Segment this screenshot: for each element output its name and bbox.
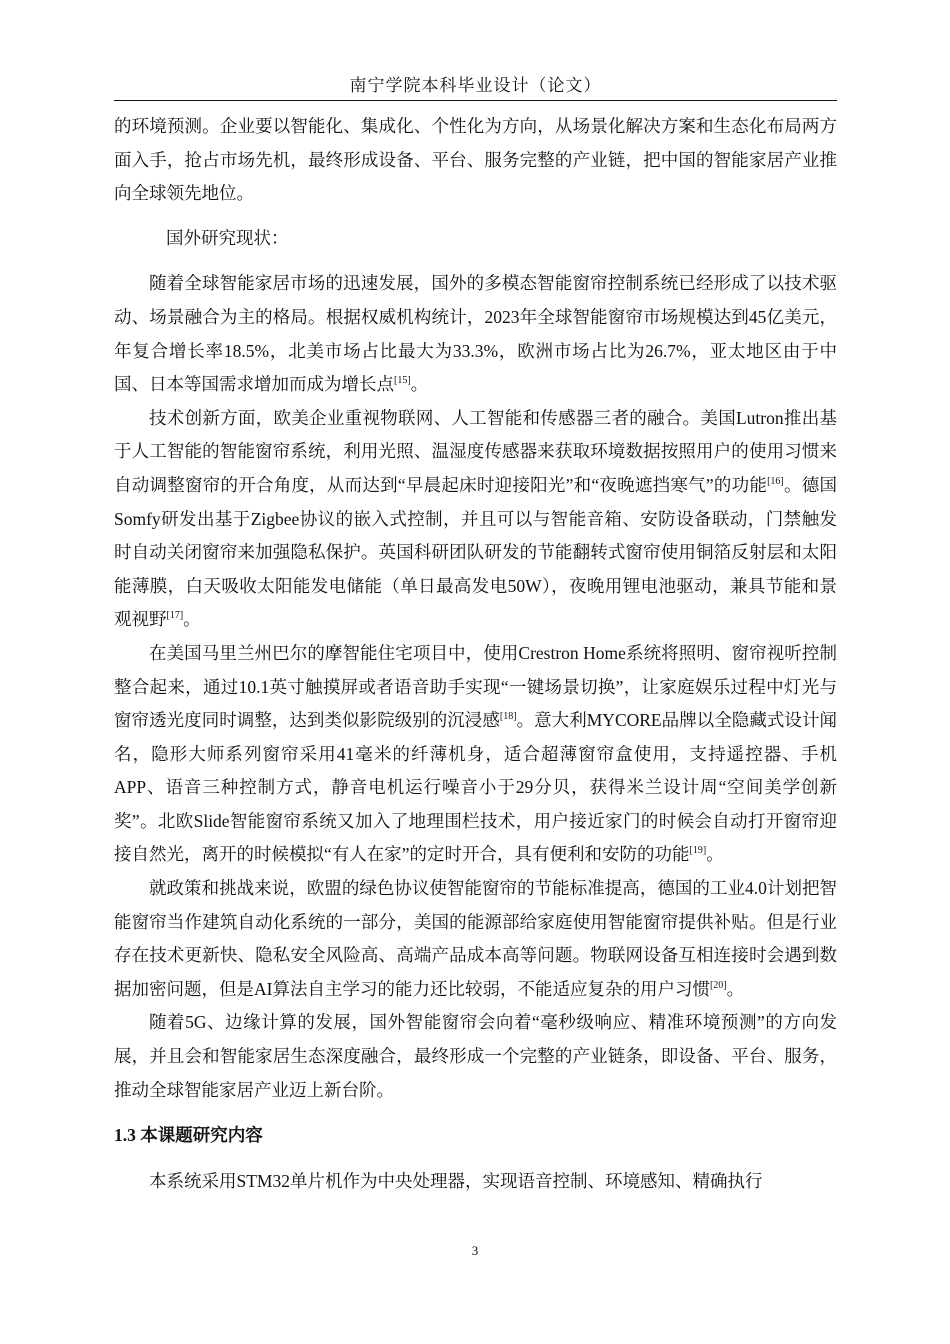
- paragraph-text: 就政策和挑战来说，欧盟的绿色协议使智能窗帘的节能标准提高，德国的工业4.0计划把智能窗帘当作建筑自动化系统的一部分，美国的能源部给家庭使用智能窗帘提供补贴。但是行业存在技术更新快、隐私安全风险高、高端产品成本高等问题。物联网设备互相连接时会遇到数据加密问题，但是AI算法自主学习的能力还比较弱，不能适应复杂的用户习惯: [114, 878, 837, 999]
- body-text: [114, 110, 837, 1198]
- section-heading: 1.3 本课题研究内容: [114, 1125, 263, 1146]
- paragraph-tech-innovation: [114, 402, 837, 637]
- paragraph-text: 。意大利MYCORE品牌以全隐藏式设计闻名，隐形大师系列窗帘采用41毫米的纤薄机身，适合超薄窗帘盒使用，支持遥控器、手机APP、语音三种控制方式，静音电机运行噪音小于29分贝，获得米兰设计周“空间美学创新奖”。北欧Slide智能窗帘系统又加入了地理围栏技术，用户接近家门的时候会自动打开窗帘迎接自然光，离开的时候模拟“有人在家”的定时开合，具有便利和安防的功能: [114, 710, 838, 865]
- paragraph-domestic-conclusion: 的环境预测。企业要以智能化、集成化、个性化为方向，从场景化解决方案和生态化布局两方面入手，抢占市场先机，最终形成设备、平台、服务完整的产业链，把中国的智能家居产业推向全球领先地位。: [114, 116, 837, 204]
- paragraph-end: 。: [410, 374, 429, 395]
- paragraph-market-overview: [114, 267, 837, 401]
- citation-ref: [15]: [394, 375, 411, 387]
- citation-ref: [18]: [499, 711, 517, 723]
- paragraph-policy-challenges: [114, 872, 837, 1006]
- paragraph-text: 。德国Somfy研发出基于Zigbee协议的嵌入式控制，并且可以与智能音箱、安防设备联动，门禁触发时自动关闭窗帘来加强隐私保护。英国科研团队研发的节能翻转式窗帘使用铜箔反射层和太阳能薄膜，白天吸收太阳能发电储能（单日最高发电50W），夜晚用锂电池驱动，兼具节能和景观视野: [114, 474, 837, 630]
- citation-ref: [19]: [689, 845, 707, 857]
- paragraph-text: 在美国马里兰州巴尔的摩智能住宅项目中，使用Crestron Home系统将照明、窗帘视听控制整合起来，通过10.1英寸触摸屏或者语音助手实现“一键场景切换”，让家庭娱乐过程中灯光与窗帘透光度同时调整，达到类似影院级别的沉浸感: [114, 642, 837, 731]
- paragraph-case-studies: [114, 637, 837, 872]
- paragraph-text: 随着全球智能家居市场的迅速发展，国外的多模态智能窗帘控制系统已经形成了以技术驱动、场景融合为主的格局。根据权威机构统计，2023年全球智能窗帘市场规模达到45亿美元，年复合增长率18.5%，北美市场占比最大为33.3%，欧洲市场占比为26.7%，亚太地区由于中国、日本等国需求增加而成为增长点: [114, 273, 837, 395]
- citation-ref: [20]: [709, 979, 727, 991]
- citation-ref: [17]: [166, 610, 184, 622]
- paragraph-end: 。: [726, 978, 745, 999]
- paragraph-end: 。: [706, 844, 724, 865]
- paragraph-research-content: 本系统采用STM32单片机作为中央处理器，实现语音控制、环境感知、精确执行: [149, 1170, 763, 1191]
- paragraph-text: 技术创新方面，欧美企业重视物联网、人工智能和传感器三者的融合。美国Lutron推出基于人工智能的智能窗帘系统，利用光照、温湿度传感器来获取环境数据按照用户的使用习惯来自动调整窗帘的开合角度，从而达到“早晨起床时迎接阳光”和“夜晚遮挡寒气”的功能: [114, 407, 837, 495]
- page-number: 3: [471, 1243, 479, 1258]
- header-divider: [114, 100, 837, 101]
- citation-ref: [16]: [767, 475, 784, 487]
- paragraph-end: 。: [183, 609, 201, 630]
- subheading-foreign-status: 国外研究现状：: [166, 227, 289, 248]
- page-header-title: 南宁学院本科毕业设计（论文）: [349, 76, 602, 95]
- paragraph-future-trends: 随着5G、边缘计算的发展，国外智能窗帘会向着“毫秒级响应、精准环境预测”的方向发展，并且会和智能家居生态深度融合，最终形成一个完整的产业链条，即设备、平台、服务，推动全球智能家居产业迈上新台阶。: [114, 1012, 837, 1100]
